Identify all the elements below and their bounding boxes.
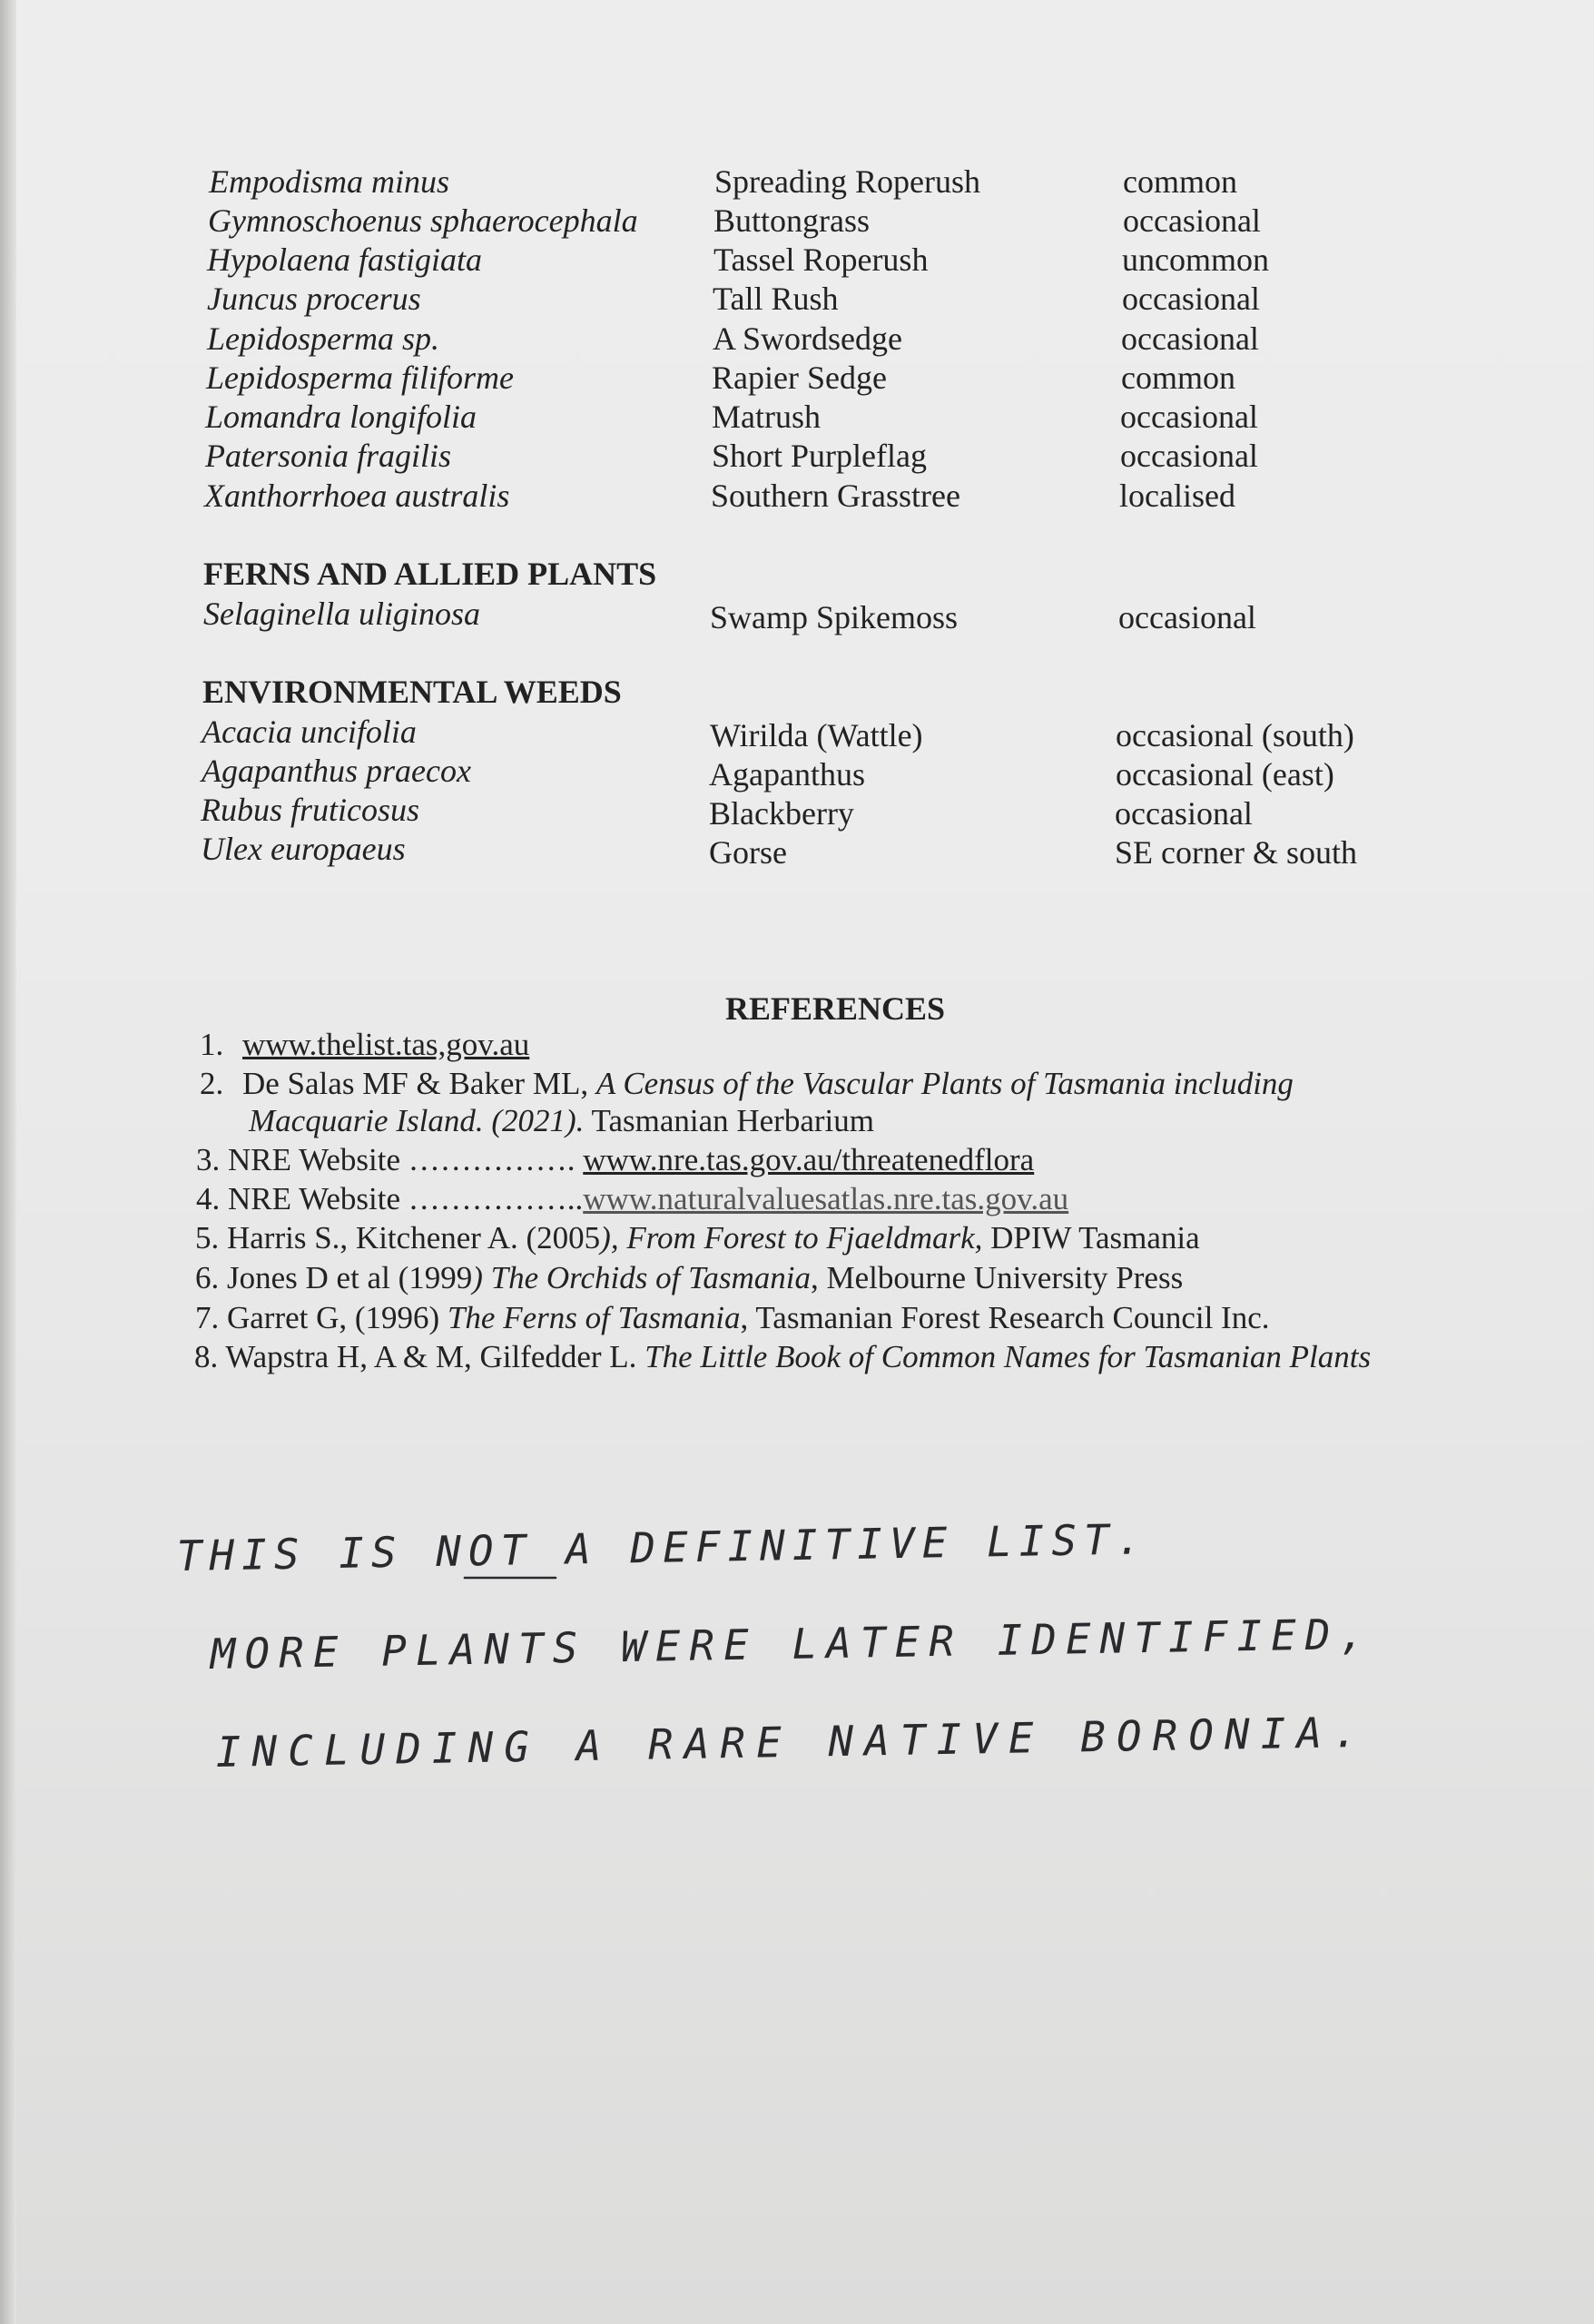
handwritten-line: THIS IS NOT A DEFINITIVE LIST. [176, 1514, 1149, 1581]
reference-link[interactable]: www.thelist.tas,gov.au [242, 1027, 530, 1062]
reference-number: 2. [200, 1066, 224, 1101]
scientific-name: Rubus fruticosus [201, 792, 420, 828]
weeds-heading: ENVIRONMENTAL WEEDS [202, 674, 622, 710]
common-name: Rapier Sedge [712, 359, 887, 396]
reference-text: 7. Garret G, (1996) [195, 1300, 448, 1335]
scientific-name: Lepidosperma sp. [207, 320, 440, 357]
occurrence-status: occasional [1115, 795, 1253, 832]
occurrence-status: occasional [1120, 438, 1258, 474]
reference-label: 3. NRE Website ……………. [196, 1142, 584, 1177]
common-name: Agapanthus [709, 756, 865, 793]
scientific-name: Acacia uncifolia [202, 714, 417, 750]
reference-publisher: , Melbourne University Press [810, 1260, 1184, 1295]
scientific-name: Patersonia fragilis [205, 438, 452, 474]
occurrence-status: occasional (south) [1116, 717, 1354, 753]
occurrence-status: common [1121, 359, 1235, 396]
reference-title: A Census of the Vascular Plants of Tasmania including [595, 1066, 1294, 1101]
common-name: Blackberry [709, 795, 854, 832]
scientific-name: Lepidosperma filiforme [206, 359, 514, 396]
common-name: A Swordsedge [713, 320, 902, 357]
occurrence-status: SE corner & south [1115, 834, 1357, 871]
reference-number: 1. [200, 1027, 224, 1062]
handwritten-line: MORE PLANTS WERE LATER IDENTIFIED, [210, 1609, 1374, 1679]
reference-author: De Salas MF & Baker ML, [242, 1066, 596, 1101]
references-heading: REFERENCES [724, 990, 946, 1027]
reference-title: The Little Book of Common Names for Tasmanian Plants [644, 1339, 1372, 1374]
scientific-name: Juncus procerus [207, 281, 421, 317]
occurrence-status: occasional [1121, 320, 1259, 357]
scientific-name: Agapanthus praecox [202, 753, 471, 789]
scientific-name: Empodisma minus [209, 163, 450, 200]
occurrence-status: occasional (east) [1116, 756, 1334, 793]
reference-label: 4. NRE Website …………….. [196, 1181, 584, 1216]
occurrence-status: occasional [1118, 599, 1256, 635]
common-name: Tall Rush [713, 281, 839, 317]
reference-publisher: , Tasmanian Forest Research Council Inc. [740, 1300, 1270, 1335]
reference-title: ) The Orchids of Tasmania [472, 1260, 811, 1295]
common-name: Southern Grasstree [711, 478, 960, 514]
reference-title: Macquarie Island. (2021). [249, 1103, 585, 1138]
reference-publisher: Tasmanian Herbarium [584, 1103, 874, 1138]
reference-link[interactable]: www.naturalvaluesatlas.nre.tas.gov.au [583, 1181, 1069, 1216]
reference-text: 5. Harris S., Kitchener A. (2005 [195, 1220, 601, 1256]
reference-text: 6. Jones D et al (1999 [195, 1260, 473, 1295]
handwritten-line: INCLUDING A RARE NATIVE BORONIA. [215, 1707, 1370, 1777]
reference-title: The Ferns of Tasmania [447, 1300, 741, 1335]
reference-link[interactable]: www.nre.tas.gov.au/threatenedflora [583, 1142, 1035, 1177]
occurrence-status: common [1123, 163, 1237, 200]
common-name: Buttongrass [713, 202, 871, 239]
occurrence-status: uncommon [1122, 241, 1269, 278]
scientific-name: Hypolaena fastigiata [207, 241, 482, 278]
reference-publisher: DPIW Tasmania [982, 1220, 1200, 1256]
common-name: Swamp Spikemoss [710, 599, 959, 635]
ferns-heading: FERNS AND ALLIED PLANTS [203, 556, 657, 592]
scientific-name: Ulex europaeus [201, 831, 406, 867]
common-name: Gorse [709, 834, 787, 871]
reference-text: 8. Wapstra H, A & M, Gilfedder L. [194, 1339, 645, 1374]
common-name: Wirilda (Wattle) [710, 717, 923, 753]
occurrence-status: occasional [1120, 399, 1258, 435]
common-name: Spreading Roperush [714, 163, 980, 200]
scientific-name: Selaginella uliginosa [203, 596, 480, 632]
scientific-name: Gymnoschoenus sphaerocephala [208, 202, 638, 239]
scientific-name: Xanthorrhoea australis [204, 478, 510, 514]
occurrence-status: occasional [1122, 281, 1260, 317]
occurrence-status: localised [1119, 478, 1235, 514]
scientific-name: Lomandra longifolia [205, 399, 477, 435]
common-name: Matrush [712, 399, 821, 435]
occurrence-status: occasional [1123, 202, 1261, 239]
reference-title: ), From Forest to Fjaeldmark, [600, 1220, 983, 1256]
common-name: Tassel Roperush [713, 241, 929, 278]
common-name: Short Purpleflag [712, 438, 927, 474]
